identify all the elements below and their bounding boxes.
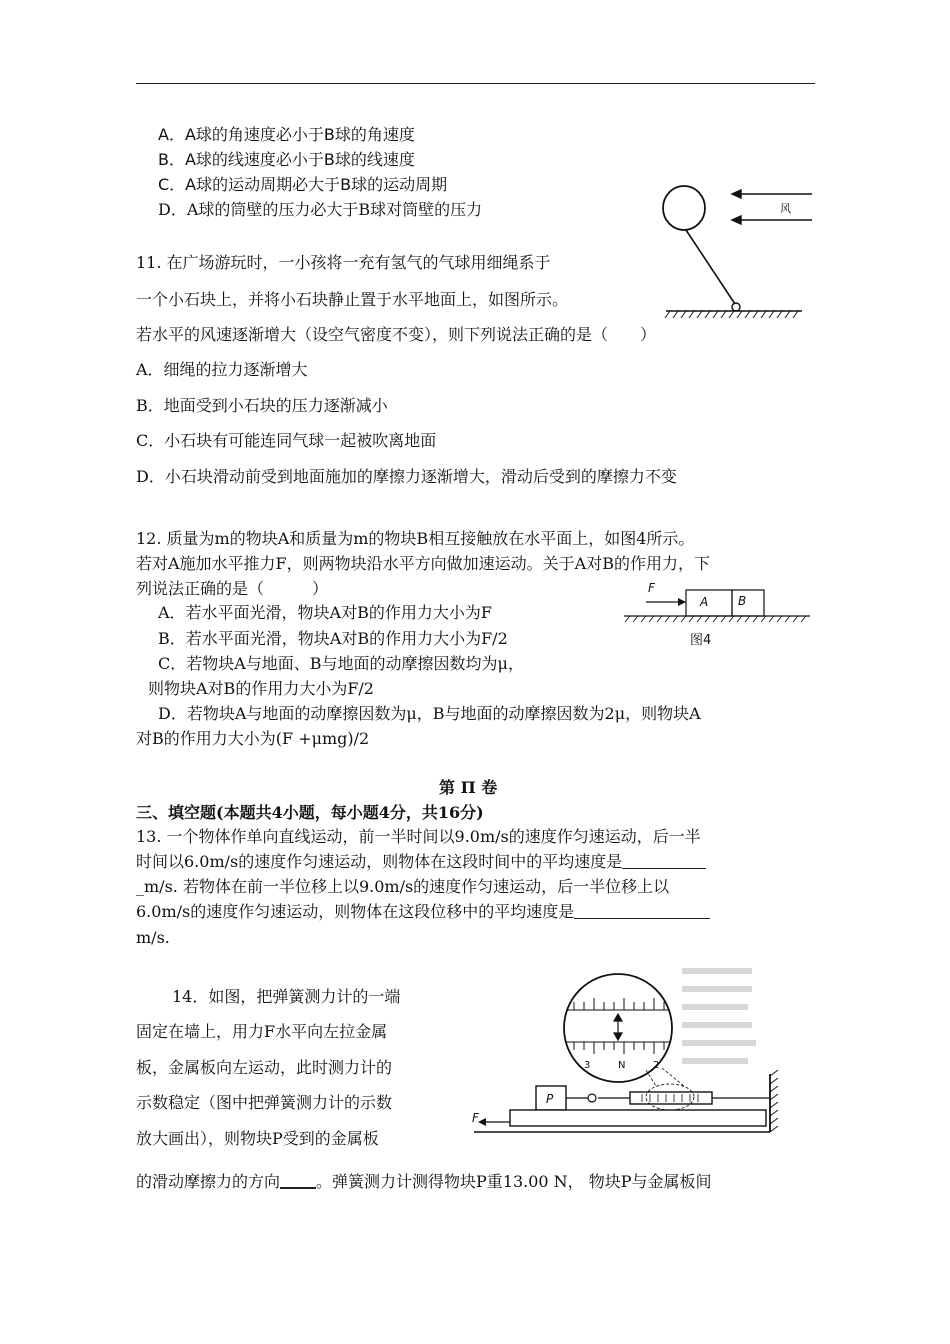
q14-apparatus-figure xyxy=(470,962,800,1142)
q11-balloon-figure xyxy=(640,180,820,325)
q11-option-a: A．细绳的拉力逐渐增大 xyxy=(136,360,308,379)
q14-line-1: 14．如图，把弹簧测力计的一端 xyxy=(172,987,401,1006)
q13-line-5: m/s. xyxy=(136,928,170,947)
block-a xyxy=(686,590,732,616)
q14-line-2: 固定在墙上，用力F水平向左拉金属 xyxy=(136,1022,388,1041)
q14-line-5: 放大画出），则物块P受到的金属板 xyxy=(136,1129,379,1148)
q13-line-4: 6.0m/s的速度作匀速运动，则物体在这段位移中的平均速度是 xyxy=(136,902,575,921)
block-b xyxy=(732,590,764,616)
q13-line-4-wrap xyxy=(136,901,710,923)
stone-shape xyxy=(732,303,740,311)
surface-hatch xyxy=(625,616,806,622)
q13-line-2: 时间以6.0m/s的速度作匀速运动，则物体在这段时间中的平均速度是 xyxy=(136,852,623,871)
q14-answer-blank[interactable] xyxy=(280,1171,316,1189)
q12-option-c-cont: 则物块A对B的作用力大小为F/2 xyxy=(148,679,374,698)
q14-line-4: 示数稳定（图中把弹簧测力计的示数 xyxy=(136,1093,393,1112)
wind-arrows xyxy=(732,190,812,224)
q13-answer-blank-1[interactable] xyxy=(622,852,706,869)
scale-unit: N xyxy=(618,1060,626,1071)
section-heading: 三、填空题(本题共4小题，每小题4分，共16分) xyxy=(136,803,484,822)
spring-scale-ticks xyxy=(642,1094,698,1102)
q10-option-d: D．A球的筒壁的压力必大于B球对筒壁的压力 xyxy=(158,200,483,219)
q10-option-a: A．A球的角速度必小于B球的角速度 xyxy=(158,125,415,144)
block-p-label: P xyxy=(546,1092,554,1106)
q12-blocks-figure xyxy=(620,578,820,653)
q10-option-b: B．A球的线速度必小于B球的线速度 xyxy=(158,150,415,169)
q11-option-c: C．小石块有可能连同气球一起被吹离地面 xyxy=(136,431,437,450)
q10-option-c: C．A球的运动周期必大于B球的运动周期 xyxy=(158,175,448,194)
block-b-label: B xyxy=(738,594,747,608)
q13-line-2-wrap xyxy=(136,851,706,873)
q11-stem-2: 一个小石块上，并将小石块静止置于水平地面上，如图所示。 xyxy=(136,290,569,309)
ghost-text xyxy=(682,968,756,1064)
q12-stem-3: 列说法正确的是（ ） xyxy=(136,579,329,598)
string-line xyxy=(686,230,735,304)
section-title: 第 Π 卷 xyxy=(439,778,498,797)
q13-line-1: 13. 一个物体作单向直线运动，前一半时间以9.0m/s的速度作匀速运动，后一半 xyxy=(136,827,701,846)
q12-option-b: B．若水平面光滑，物块A对B的作用力大小为F/2 xyxy=(158,629,508,648)
scale-num-left: 3 xyxy=(584,1060,591,1071)
q12-option-a: A．若水平面光滑，物块A对B的作用力大小为F xyxy=(158,603,492,622)
header-rule xyxy=(136,83,815,84)
q13-answer-blank-2[interactable] xyxy=(574,902,710,919)
zoom-ellipse xyxy=(646,1084,694,1110)
wind-label: 风 xyxy=(780,202,791,215)
force-f-label: F xyxy=(472,1111,479,1125)
wall-hatch xyxy=(770,1070,778,1132)
q12-stem-2: 若对A施加水平推力F，则两物块沿水平方向做加速运动。关于A对B的作用力，下 xyxy=(136,554,710,573)
q12-option-c: C．若物块A与地面、B与地面的动摩擦因数均为μ， xyxy=(158,654,524,673)
q13-line-3: _m/s. 若物体在前一半位移上以9.0m/s的速度作匀速运动，后一半位移上以 xyxy=(136,877,670,896)
q11-option-b: B．地面受到小石块的压力逐渐减小 xyxy=(136,396,388,415)
ground-hatch xyxy=(665,311,798,318)
q14-last-line xyxy=(136,1171,712,1193)
q12-option-d-cont: 对B的作用力大小为(F +μmg)/2 xyxy=(136,729,370,748)
metal-plate xyxy=(510,1110,766,1126)
q11-stem-3: 若水平的风速逐渐增大（设空气密度不变），则下列说法正确的是（ ） xyxy=(136,325,657,344)
q14-last-post: 。弹簧测力计测得物块P重13.00 N， 物块P与金属板间 xyxy=(316,1172,712,1191)
scale-num-right: 2 xyxy=(653,1060,660,1071)
q11-option-d: D．小石块滑动前受到地面施加的摩擦力逐渐增大，滑动后受到的摩擦力不变 xyxy=(136,467,677,486)
block-a-label: A xyxy=(700,595,709,609)
zoom-line-left xyxy=(646,1070,656,1086)
q11-stem-1: 11. 在广场游玩时，一小孩将一充有氢气的气球用细绳系于 xyxy=(136,253,551,272)
q12-stem-1: 12. 质量为m的物块A和质量为m的物块B相互接触放在水平面上，如图4所示。 xyxy=(136,529,695,548)
q12-option-d: D．若物块A与地面的动摩擦因数为μ，B与地面的动摩擦因数为2μ，则物块A xyxy=(158,704,701,723)
q14-last-pre: 的滑动摩擦力的方向 xyxy=(136,1172,281,1191)
figure-caption: 图4 xyxy=(690,633,712,648)
q14-line-3: 板，金属板向左运动，此时测力计的 xyxy=(136,1058,393,1077)
balloon-shape xyxy=(663,186,705,230)
hook-ring xyxy=(588,1094,596,1102)
zoom-line-right xyxy=(662,1068,684,1086)
force-label-f: F xyxy=(648,581,655,595)
